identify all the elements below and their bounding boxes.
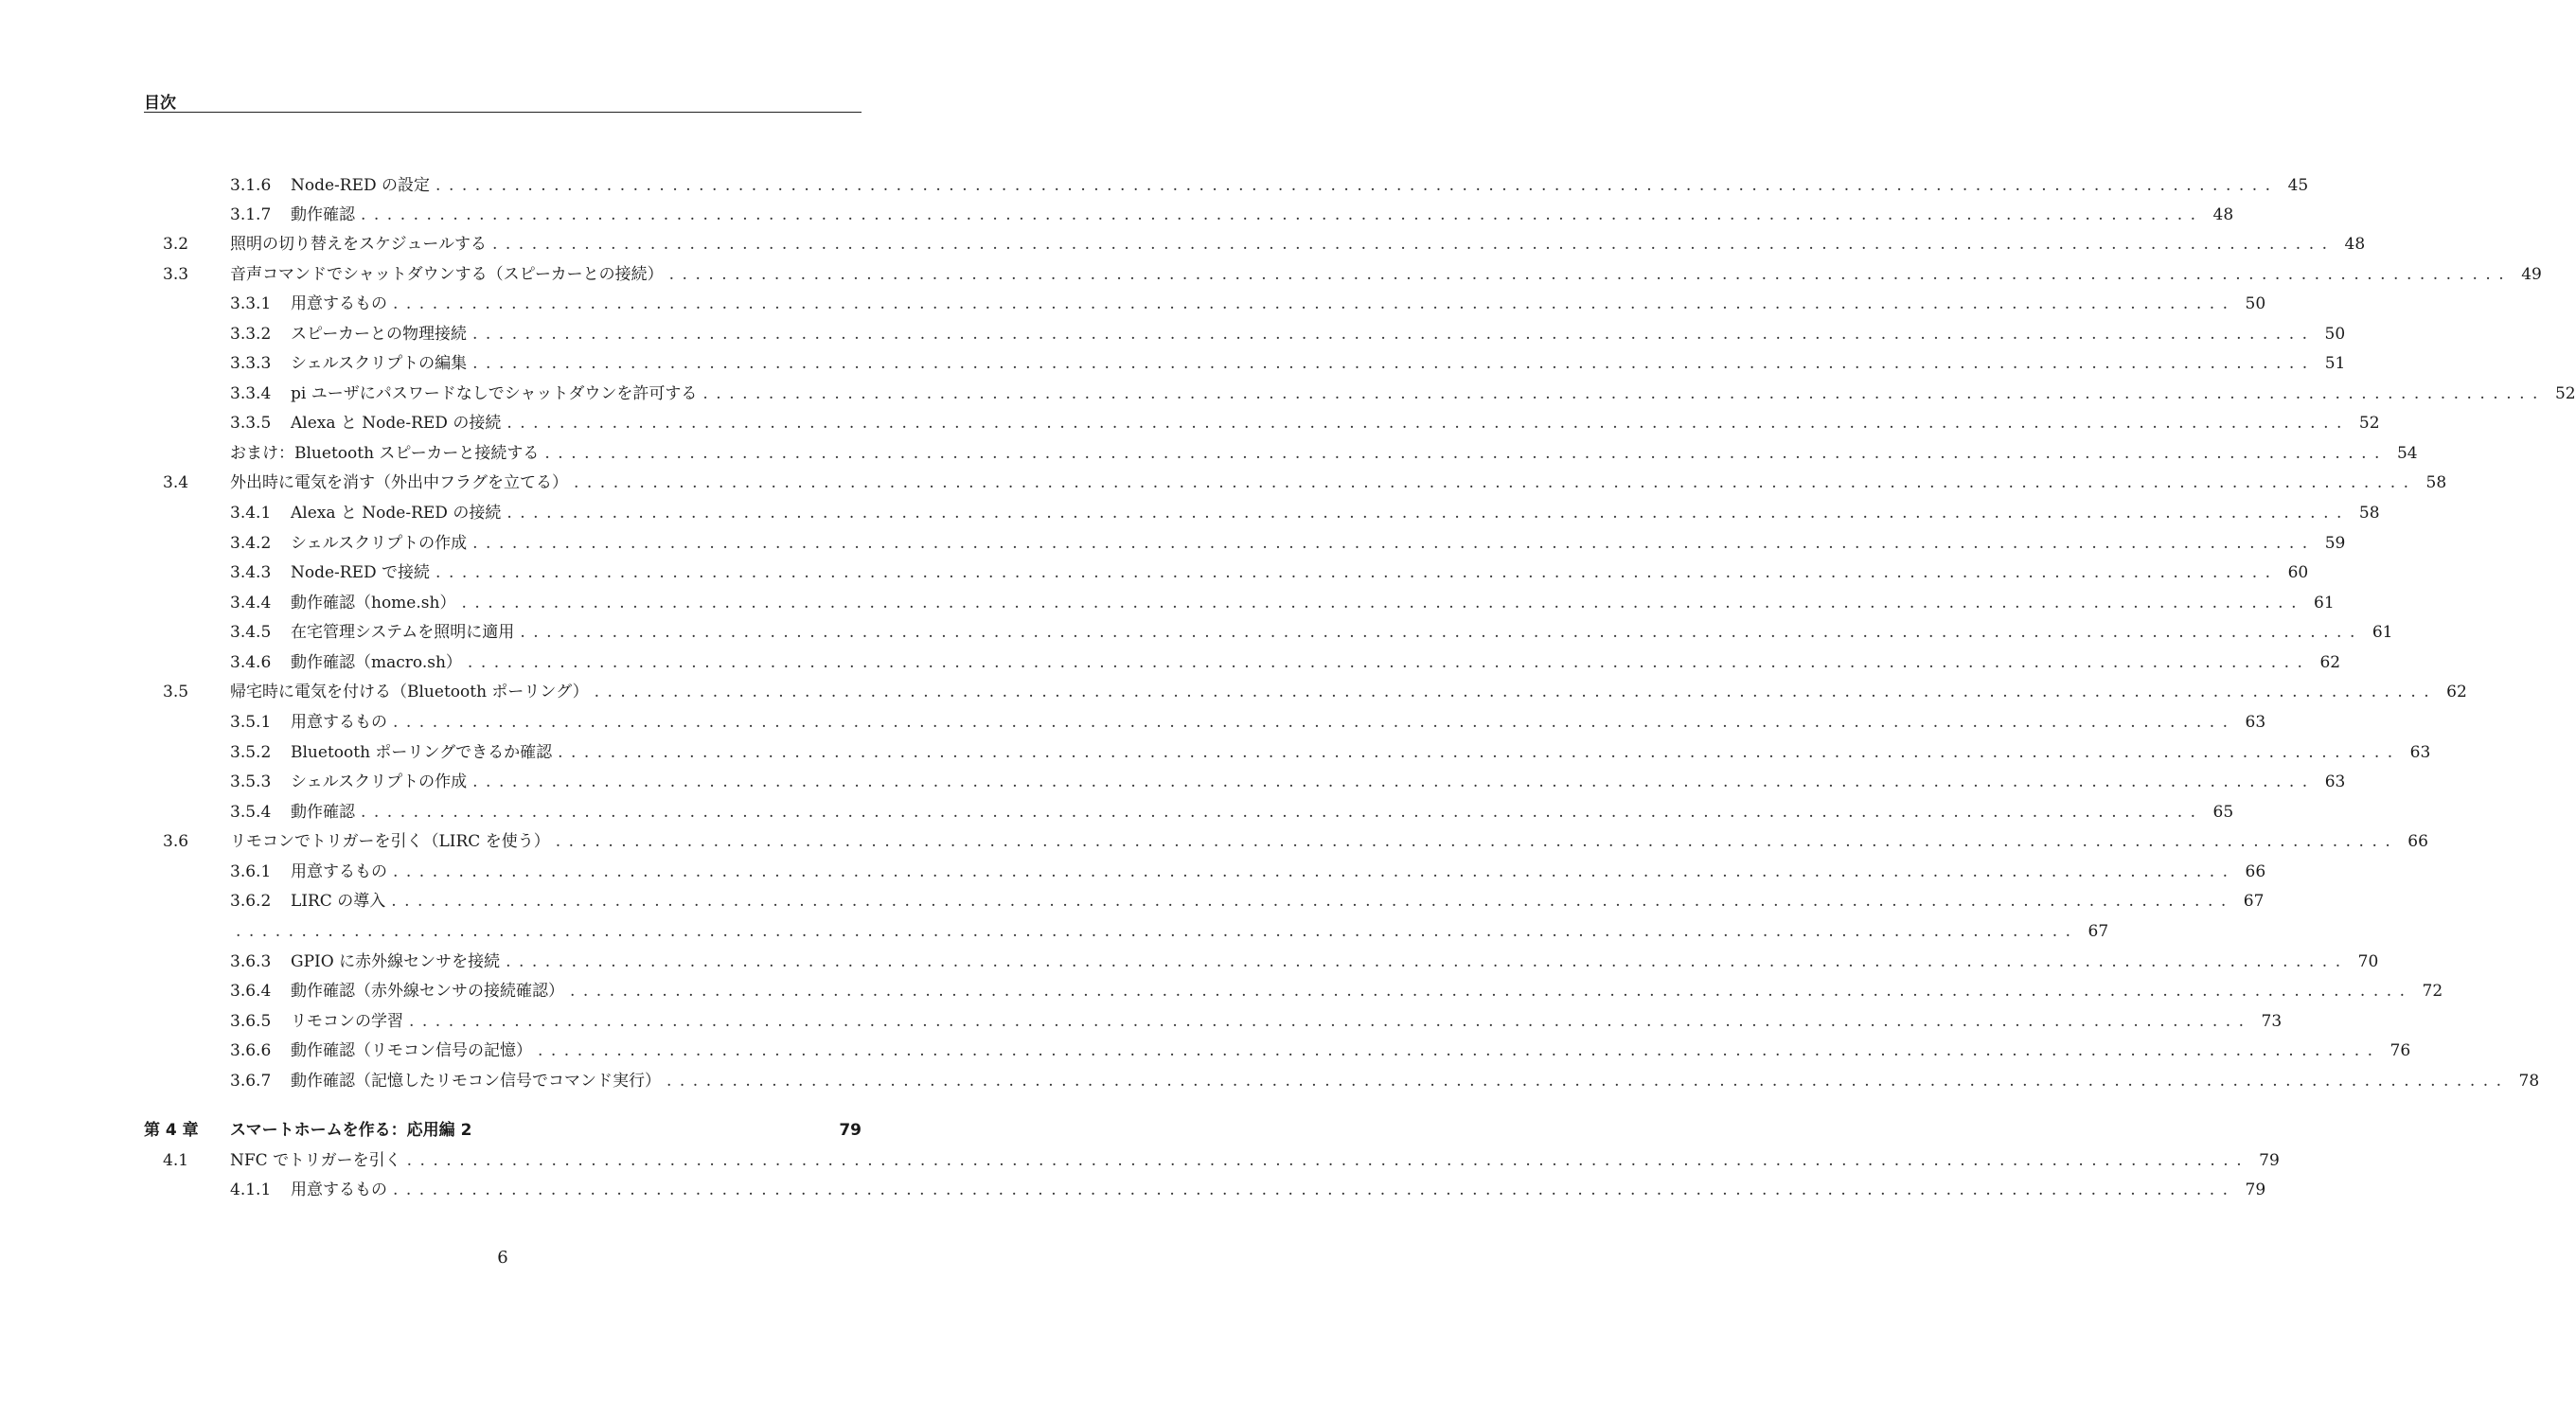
toc-entry-number: 3.4.1 [230, 504, 272, 523]
dot-leader: ............................................................................................................................................ [393, 294, 2236, 313]
toc-entry-page: 65 [2212, 803, 2234, 822]
dot-leader: ............................................................................................................................................ [435, 563, 2279, 582]
toc-entry-number: 3.5.3 [230, 772, 272, 791]
toc-entry-page: 66 [2245, 862, 2266, 881]
toc-entry-page: 52 [2554, 384, 2576, 403]
toc-entry[interactable] [0, 768, 2346, 796]
toc-entry-title: 用意するもの [291, 1180, 387, 1199]
toc-entry[interactable] [0, 618, 2393, 647]
toc-entry-number: 3.1.7 [230, 205, 272, 224]
dot-leader: ............................................................................................................................................ [574, 473, 2417, 492]
toc-entry-page: 52 [2358, 414, 2380, 433]
dot-leader: ............................................................................................................................................ [555, 832, 2399, 851]
toc-entry[interactable] [0, 977, 2443, 1005]
toc-entry-number: 3.6.6 [230, 1041, 272, 1060]
dot-leader: ............................................................................................................................................ [391, 892, 2234, 911]
toc-entry-number: 3.4.6 [230, 653, 272, 672]
toc-entry-number: 3.3.5 [230, 414, 272, 433]
toc-entry-title: 用意するもの [291, 294, 387, 313]
toc-entry-title: リモコンでトリガーを引く（LIRC を使う） [230, 832, 550, 851]
toc-entry[interactable] [0, 320, 2346, 348]
toc-entry-title: リモコンの学習 [291, 1012, 403, 1031]
toc-entry-title: 動作確認 [291, 205, 355, 224]
toc-entry-title: 照明の切り替えをスケジュールする [230, 235, 487, 254]
toc-entry-number: 3.6.3 [230, 952, 272, 971]
toc-entry[interactable] [0, 439, 2418, 468]
toc-entry-title: おまけ：Bluetooth スピーカーと接続する [230, 444, 540, 463]
toc-entry[interactable] [0, 559, 2309, 587]
toc-entry-page: 51 [2324, 354, 2346, 373]
dot-leader: ............................................................................................................................................ [406, 1151, 2250, 1170]
dot-leader: ............................................................................................................................................ [472, 772, 2316, 791]
toc-entry[interactable] [0, 171, 2309, 200]
header-rule [144, 112, 862, 113]
toc-entry-page: 50 [2245, 294, 2266, 313]
toc-entry-page: 61 [2372, 623, 2393, 642]
toc-entry-number: 3.5.2 [230, 743, 272, 762]
toc-entry-number: 3.4.3 [230, 563, 272, 582]
toc-entry-title: Bluetooth ポーリングできるか確認 [291, 743, 553, 762]
toc-entry[interactable] [0, 708, 2266, 737]
toc-entry[interactable] [0, 469, 2447, 497]
toc-entry-title: シェルスクリプトの作成 [291, 534, 468, 553]
dot-leader: ............................................................................................................................................ [393, 862, 2236, 881]
toc-entry-number: 3.4.2 [230, 534, 272, 553]
dot-leader: ............................................................................................................................................ [393, 713, 2236, 732]
dot-leader: ............................................................................................................................................ [409, 1012, 2252, 1031]
toc-entry-page: 79 [2245, 1180, 2266, 1199]
toc-entry[interactable] [0, 380, 2576, 408]
dot-leader: ............................................................................................................................................ [506, 504, 2350, 523]
toc-entry-page: 62 [2446, 683, 2467, 701]
toc-entry-page: 58 [2425, 473, 2447, 492]
toc-entry-number: 3.6.2 [230, 892, 272, 911]
toc-entry-page: 58 [2358, 504, 2380, 523]
toc-entry-page: 79 [2259, 1151, 2280, 1170]
toc-entry-number: 3.4.5 [230, 623, 272, 642]
toc-entry-page: 62 [2319, 653, 2341, 672]
dot-leader: ............................................................................................................................................ [570, 982, 2413, 1001]
toc-entry[interactable] [0, 887, 2265, 915]
toc-entry-number: 4.1 [163, 1151, 189, 1170]
toc-entry-page: 63 [2245, 713, 2266, 732]
toc-entry-title: GPIO に赤外線センサを接続 [291, 952, 501, 971]
dot-leader: ............................................................................................................................................ [236, 922, 2079, 941]
toc-entry-number: 3.6.1 [230, 862, 272, 881]
toc-entry[interactable] [0, 858, 2266, 886]
toc-entry-page: 73 [2261, 1012, 2283, 1031]
toc-entry[interactable] [0, 260, 2542, 289]
toc-chapter-entry[interactable] [0, 1116, 1005, 1145]
page-number: 6 [497, 1248, 508, 1268]
dot-leader: ............................................................................................................................................ [361, 205, 2204, 224]
toc-entry[interactable] [0, 1146, 2280, 1175]
toc-entry-title: 動作確認 [291, 803, 355, 822]
toc-entry[interactable] [0, 290, 2266, 318]
toc-entry-title: スピーカーとの物理接続 [291, 325, 467, 344]
toc-entry[interactable] [0, 827, 2428, 856]
toc-entry-number: 3.6.5 [230, 1012, 272, 1031]
toc-entry-page: 66 [2407, 832, 2428, 851]
toc-entry[interactable] [0, 529, 2346, 558]
toc-entry-title: シェルスクリプトの作成 [291, 772, 468, 791]
toc-entry[interactable] [0, 230, 2366, 258]
toc-entry[interactable] [0, 917, 2109, 946]
dot-leader: ............................................................................................................................................ [467, 653, 2311, 672]
toc-entry-page: 45 [2287, 176, 2309, 195]
toc-entry-title: 帰宅時に電気を付ける（Bluetooth ポーリング） [230, 683, 589, 701]
toc-entry-number: 第 4 章 [144, 1121, 199, 1140]
toc-entry-number: 3.3.2 [230, 325, 272, 344]
toc-entry-title: Node-RED の設定 [291, 176, 431, 195]
toc-entry-title: LIRC の導入 [291, 892, 386, 911]
toc-entry[interactable] [0, 1037, 2411, 1065]
toc-entry-number: 3.5.4 [230, 803, 272, 822]
toc-entry-page: 48 [2212, 205, 2234, 224]
dot-leader: ............................................................................................................................................ [472, 534, 2316, 553]
dot-leader: ............................................................................................................................................ [506, 414, 2350, 433]
toc-entry-page: 67 [2243, 892, 2265, 911]
toc-entry[interactable] [0, 499, 2380, 527]
dot-leader: ............................................................................................................................................ [472, 354, 2316, 373]
toc-entry-page: 70 [2357, 952, 2379, 971]
dot-leader: ............................................................................................................................................ [538, 1041, 2381, 1060]
toc-entry-number: 3.5.1 [230, 713, 272, 732]
toc-entry-number: 3.6 [163, 832, 189, 851]
toc-entry-title: Alexa と Node-RED の接続 [291, 414, 502, 433]
toc-entry-title: シェルスクリプトの編集 [291, 354, 468, 373]
toc-entry-page: 63 [2409, 743, 2431, 762]
toc-entry-title: Node-RED で接続 [291, 563, 431, 582]
dot-leader: ............................................................................................................................................ [461, 594, 2304, 612]
toc-entry-page: 59 [2324, 534, 2346, 553]
toc-entry-number: 3.3 [163, 265, 189, 284]
toc-entry[interactable] [0, 738, 2431, 767]
toc-entry-number: 3.1.6 [230, 176, 272, 195]
toc-entry-page: 78 [2518, 1072, 2540, 1091]
dot-leader: ............................................................................................................................................ [594, 683, 2438, 701]
toc-entry[interactable] [0, 1176, 2266, 1204]
toc-entry[interactable] [0, 648, 2341, 677]
toc-entry-number: 3.5 [163, 683, 189, 701]
toc-entry-page: 61 [2314, 594, 2335, 612]
toc-entry-number: 3.3.3 [230, 354, 272, 373]
toc-entry-title: Alexa と Node-RED の接続 [291, 504, 502, 523]
toc-entry-title: 音声コマンドでシャットダウンする（スピーカーとの接続） [230, 265, 664, 284]
dot-leader: ............................................................................................................................................ [520, 623, 2363, 642]
toc-entry[interactable] [0, 1067, 2540, 1095]
toc-entry-number: 3.3.4 [230, 384, 272, 403]
dot-leader: ............................................................................................................................................ [702, 384, 2546, 403]
toc-entry-number: 4.1.1 [230, 1180, 272, 1199]
toc-entry-title: 動作確認（赤外線センサの接続確認） [291, 982, 564, 1001]
dot-leader: ............................................................................................................................................ [558, 743, 2401, 762]
toc-entry-page: 54 [2396, 444, 2418, 463]
toc-entry-title: 動作確認（記憶したリモコン信号でコマンド実行） [291, 1072, 661, 1091]
dot-leader: ............................................................................................................................................ [435, 176, 2279, 195]
toc-entry[interactable] [0, 201, 2234, 229]
toc-entry-title: pi ユーザにパスワードなしでシャットダウンを許可する [291, 384, 698, 403]
toc-entry[interactable] [0, 678, 2467, 706]
toc-entry-title: NFC でトリガーを引く [230, 1151, 401, 1170]
toc-entry-number: 3.4 [163, 473, 189, 492]
toc-entry-page: 60 [2287, 563, 2309, 582]
toc-entry-title: 用意するもの [291, 713, 387, 732]
toc-entry-page: 50 [2324, 325, 2346, 344]
toc-entry-page: 48 [2344, 235, 2366, 254]
toc-entry-number: 3.2 [163, 235, 189, 254]
toc-entry[interactable] [0, 1007, 2283, 1036]
dot-leader: ............................................................................................................................................ [544, 444, 2388, 463]
toc-entry-title: 在宅管理システムを照明に適用 [291, 623, 515, 642]
toc-entry[interactable] [0, 589, 2335, 617]
dot-leader: ............................................................................................................................................ [491, 235, 2336, 254]
toc-entry[interactable] [0, 349, 2346, 378]
toc-entry[interactable] [0, 409, 2380, 437]
toc-entry-page: 63 [2324, 772, 2346, 791]
dot-leader: ............................................................................................................................................ [506, 952, 2349, 971]
toc-entry-number: 3.3.1 [230, 294, 272, 313]
toc-entry-page: 67 [2087, 922, 2109, 941]
toc-entry-page: 76 [2389, 1041, 2411, 1060]
dot-leader: ............................................................................................................................................ [471, 325, 2316, 344]
dot-leader: ............................................................................................................................................ [361, 803, 2204, 822]
dot-leader: ............................................................................................................................................ [666, 1072, 2510, 1091]
toc-entry-title: 外出時に電気を消す（外出中フラグを立てる） [230, 473, 568, 492]
toc-entry[interactable] [0, 798, 2234, 826]
toc-entry-title: 動作確認（home.sh） [291, 594, 456, 612]
toc-entry-title: 動作確認（リモコン信号の記憶） [291, 1041, 532, 1060]
toc-entry-title: 動作確認（macro.sh） [291, 653, 462, 672]
toc-entry-number: 3.6.4 [230, 982, 272, 1001]
toc-entry-number: 3.6.7 [230, 1072, 272, 1091]
dot-leader: ............................................................................................................................................ [393, 1180, 2236, 1199]
toc-entry-page: 49 [2521, 265, 2542, 284]
toc-entry-page: 72 [2422, 982, 2443, 1001]
toc-entry[interactable] [0, 948, 2379, 976]
dot-leader: ............................................................................................................................................ [668, 265, 2513, 284]
toc-entry-title: スマートホームを作る：応用編 2 [230, 1121, 472, 1140]
toc-entry-page: 79 [839, 1121, 862, 1140]
toc-entry-number: 3.4.4 [230, 594, 272, 612]
toc-entry-title: 用意するもの [291, 862, 387, 881]
running-header-title: 目次 [144, 94, 176, 113]
